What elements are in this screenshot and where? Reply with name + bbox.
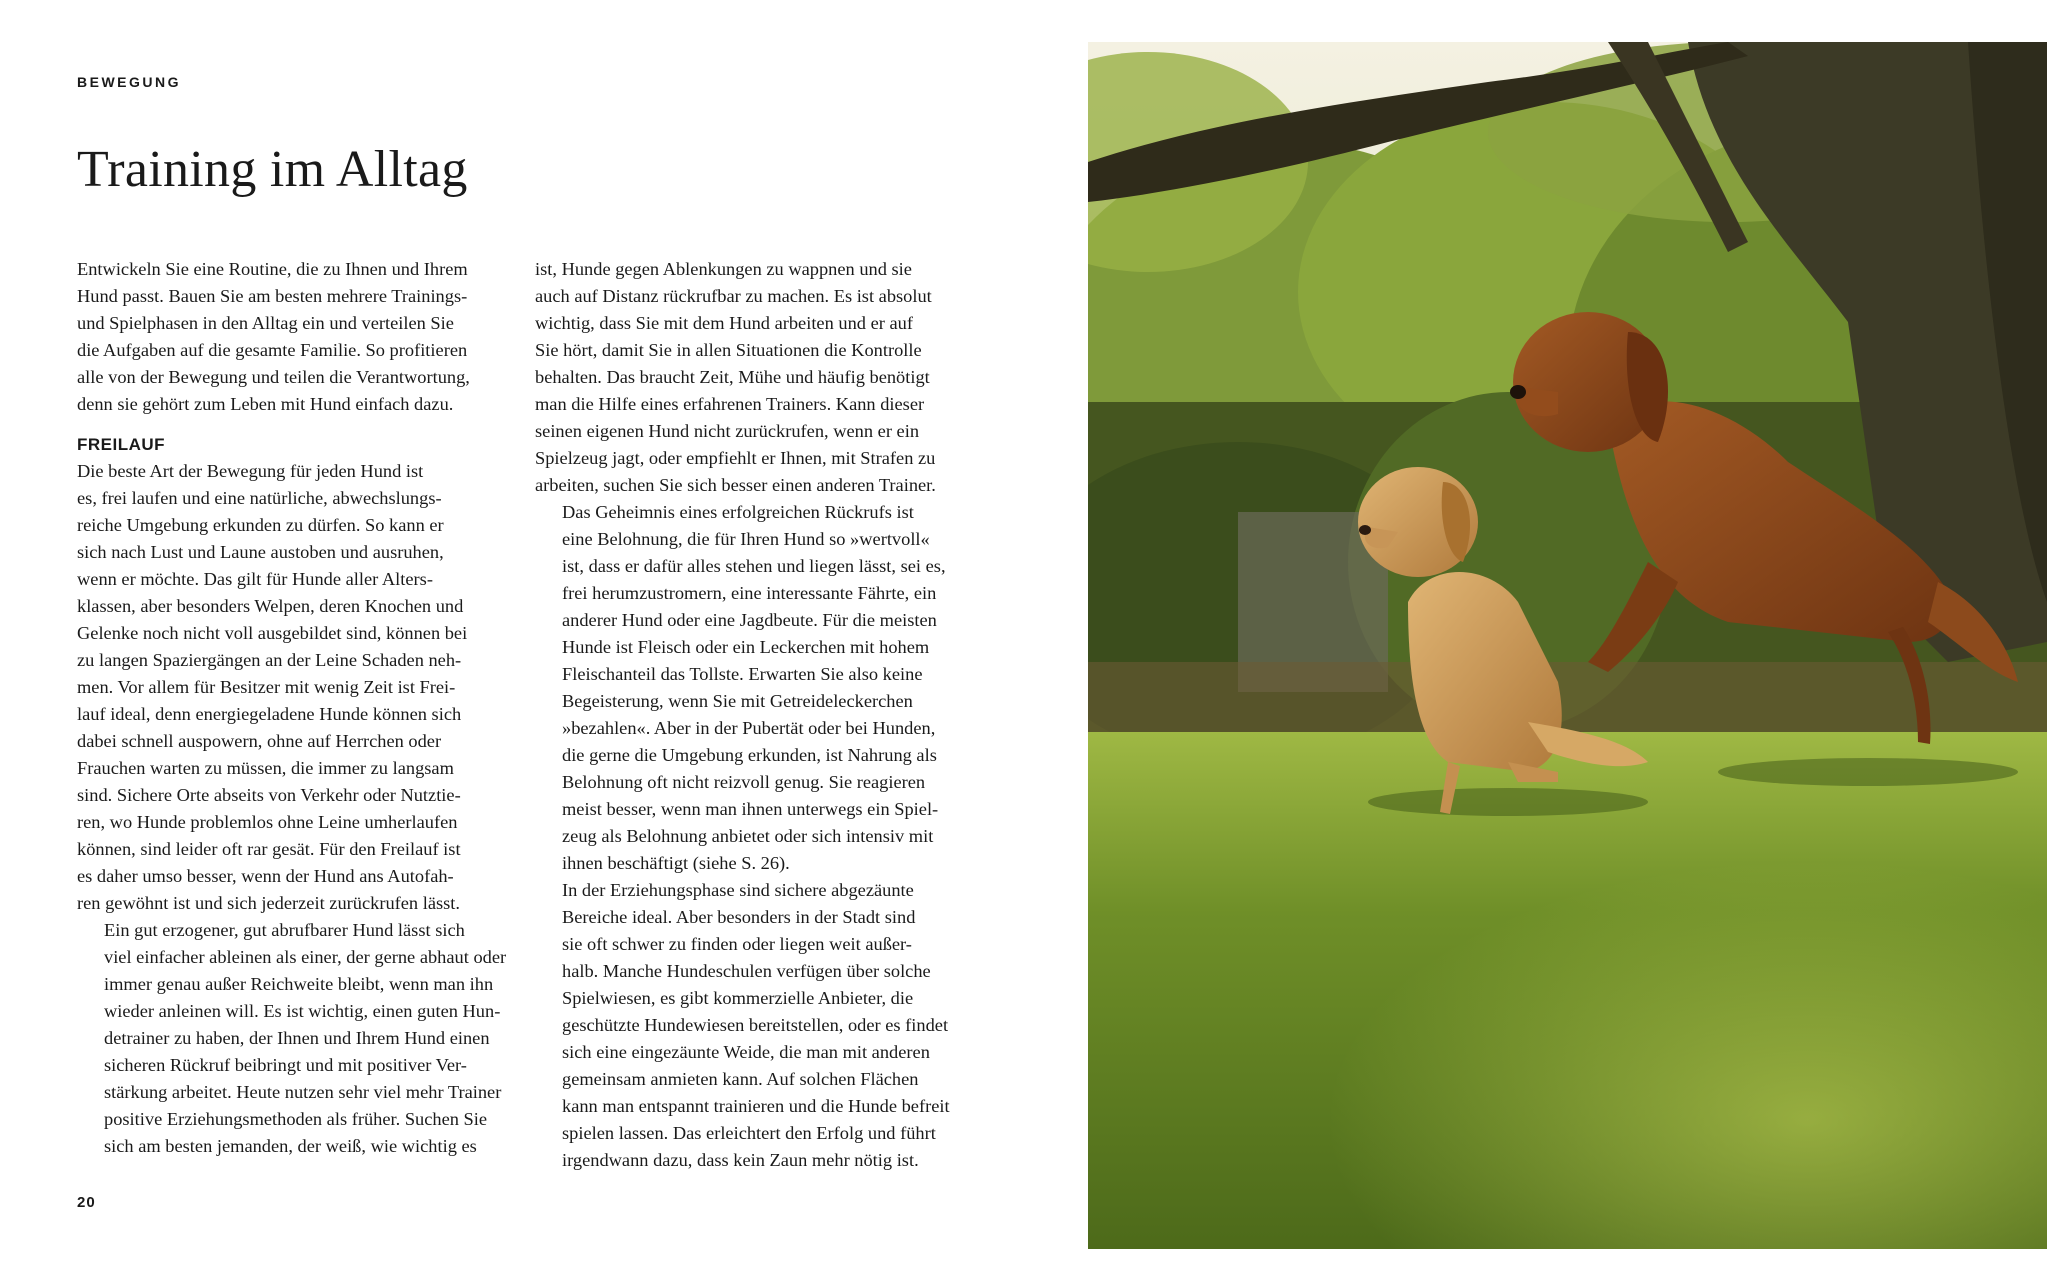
text-line: men. Vor allem für Besitzer mit wenig Zeit ist Frei- — [77, 677, 456, 697]
text-line: Hunde ist Fleisch oder ein Leckerchen mit hohem — [562, 637, 930, 657]
text-line: eine Belohnung, die für Ihren Hund so »wertvoll« — [562, 529, 930, 549]
text-line: irgendwann dazu, dass kein Zaun mehr nötig ist. — [562, 1150, 919, 1170]
section-label: BEWEGUNG — [77, 74, 181, 90]
text-line: wichtig, dass Sie mit dem Hund arbeiten und er auf — [535, 313, 913, 333]
text-line: In der Erziehungsphase sind sichere abgezäunte — [562, 880, 914, 900]
subheading-freilauf: FREILAUF — [77, 435, 166, 454]
text-line: Spielzeug jagt, oder empfiehlt er Ihnen, mit Strafen zu — [535, 448, 936, 468]
text-line: Belohnung oft nicht reizvoll genug. Sie reagieren — [562, 772, 926, 792]
text-column-right — [535, 256, 975, 1174]
text-line: Bereiche ideal. Aber besonders in der Stadt sind — [562, 907, 916, 927]
text-line: ihnen beschäftigt (siehe S. 26). — [562, 853, 790, 873]
intro-paragraph — [77, 256, 517, 418]
text-line: Spielwiesen, es gibt kommerzielle Anbieter, die — [562, 988, 914, 1008]
dogs-running-photo — [1088, 42, 2047, 1249]
text-line: anderer Hund oder eine Jagdbeute. Für die meisten — [562, 610, 937, 630]
text-line: Frauchen warten zu müssen, die immer zu langsam — [77, 758, 454, 778]
text-line: »bezahlen«. Aber in der Pubertät oder bei Hunden, — [562, 718, 936, 738]
text-line: zeug als Belohnung anbietet oder sich intensiv mit — [562, 826, 934, 846]
text-line: und Spielphasen in den Alltag ein und verteilen Sie — [77, 313, 454, 333]
text-line: Die beste Art der Bewegung für jeden Hund ist — [77, 461, 424, 481]
text-line: denn sie gehört zum Leben mit Hund einfach dazu. — [77, 394, 454, 414]
text-line: lauf ideal, denn energiegeladene Hunde können sich — [77, 704, 462, 724]
text-line: stärkung arbeitet. Heute nutzen sehr viel mehr Trainer — [104, 1082, 502, 1102]
freilauf-paragraph-2 — [77, 917, 517, 1160]
text-line: ist, Hunde gegen Ablenkungen zu wappnen und sie — [535, 259, 912, 279]
text-line: sich nach Lust und Laune austoben und ausruhen, — [77, 542, 444, 562]
text-line: Das Geheimnis eines erfolgreichen Rückrufs ist — [562, 502, 914, 522]
text-line: behalten. Das braucht Zeit, Mühe und häufig benötigt — [535, 367, 930, 387]
text-line: arbeiten, suchen Sie sich besser einen anderen Trainer. — [535, 475, 936, 495]
text-line: spielen lassen. Das erleichtert den Erfolg und führt — [562, 1123, 936, 1143]
page-number: 20 — [77, 1194, 96, 1211]
freilauf-paragraph-1 — [77, 458, 517, 917]
text-line: Entwickeln Sie eine Routine, die zu Ihnen und Ihrem — [77, 259, 468, 279]
text-line: alle von der Bewegung und teilen die Verantwortung, — [77, 367, 470, 387]
text-line: seinen eigenen Hund nicht zurückrufen, wenn er ein — [535, 421, 920, 441]
text-line: klassen, aber besonders Welpen, deren Knochen und — [77, 596, 464, 616]
text-line: sich eine eingezäunte Weide, die man mit anderen — [562, 1042, 930, 1062]
column2-paragraph-3 — [535, 877, 975, 1174]
text-line: Gelenke noch nicht voll ausgebildet sind, können bei — [77, 623, 468, 643]
text-line: kann man entspannt trainieren und die Hunde befreit — [562, 1096, 950, 1116]
text-line: sich am besten jemanden, der weiß, wie wichtig es — [104, 1136, 477, 1156]
text-line: geschützte Hundewiesen bereitstellen, oder es findet — [562, 1015, 949, 1035]
text-column-left — [77, 256, 517, 1160]
text-line: immer genau außer Reichweite bleibt, wenn man ihn — [104, 974, 494, 994]
text-line: es daher umso besser, wenn der Hund ans Autofah- — [77, 866, 454, 886]
text-line: die Aufgaben auf die gesamte Familie. So profitieren — [77, 340, 468, 360]
page-title: Training im Alltag — [77, 141, 468, 198]
text-line: positive Erziehungsmethoden als früher. Suchen Sie — [104, 1109, 488, 1129]
text-line: man die Hilfe eines erfahrenen Trainers. Kann dieser — [535, 394, 925, 414]
text-line: sie oft schwer zu finden oder liegen weit außer- — [562, 934, 912, 954]
text-line: Begeisterung, wenn Sie mit Getreideleckerchen — [562, 691, 913, 711]
column2-paragraph-2 — [535, 499, 975, 877]
text-line: können, sind leider oft rar gesät. Für den Freilauf ist — [77, 839, 461, 859]
text-line: ist, dass er dafür alles stehen und liegen lässt, sei es, — [562, 556, 946, 576]
text-line: Ein gut erzogener, gut abrufbarer Hund lässt sich — [104, 920, 465, 940]
text-line: sicheren Rückruf beibringt und mit positiver Ver- — [104, 1055, 467, 1075]
text-line: dabei schnell auspowern, ohne auf Herrchen oder — [77, 731, 442, 751]
text-line: viel einfacher ableinen als einer, der gerne abhaut oder — [104, 947, 507, 967]
text-line: ren, wo Hunde problemlos ohne Leine umherlaufen — [77, 812, 458, 832]
text-line: detrainer zu haben, der Ihnen und Ihrem Hund einen — [104, 1028, 490, 1048]
text-line: Sie hört, damit Sie in allen Situationen die Kontrolle — [535, 340, 922, 360]
text-line: Fleischanteil das Tollste. Erwarten Sie also keine — [562, 664, 923, 684]
text-line: auch auf Distanz rückrufbar zu machen. Es ist absolut — [535, 286, 932, 306]
text-line: gemeinsam anmieten kann. Auf solchen Flächen — [562, 1069, 919, 1089]
text-line: die gerne die Umgebung erkunden, ist Nahrung als — [562, 745, 937, 765]
text-line: Hund passt. Bauen Sie am besten mehrere Trainings- — [77, 286, 468, 306]
text-line: ren gewöhnt ist und sich jederzeit zurückrufen lässt. — [77, 893, 461, 913]
column2-paragraph-1 — [535, 256, 975, 499]
text-line: es, frei laufen und eine natürliche, abwechslungs- — [77, 488, 442, 508]
text-line: reiche Umgebung erkunden zu dürfen. So kann er — [77, 515, 444, 535]
text-line: sind. Sichere Orte abseits von Verkehr oder Nutztie- — [77, 785, 461, 805]
text-line: frei herumzustromern, eine interessante Fährte, ein — [562, 583, 937, 603]
text-line: wieder anleinen will. Es ist wichtig, einen guten Hun- — [104, 1001, 501, 1021]
text-line: meist besser, wenn man ihnen unterwegs ein Spiel- — [562, 799, 939, 819]
text-line: wenn er möchte. Das gilt für Hunde aller Alters- — [77, 569, 433, 589]
text-line: halb. Manche Hundeschulen verfügen über solche — [562, 961, 931, 981]
text-line: zu langen Spaziergängen an der Leine Schaden neh- — [77, 650, 462, 670]
